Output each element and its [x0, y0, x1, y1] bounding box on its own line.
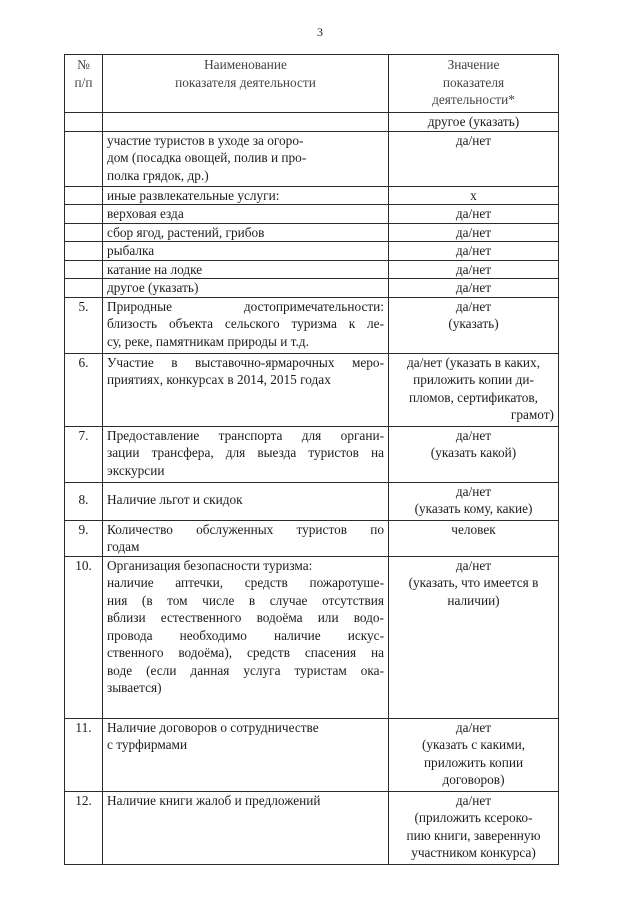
- row-name: Предоставление транспорта для органи- зации трансфера, для выезда туристов на экскурсии: [103, 426, 389, 482]
- header-value: Значение показателя деятельности*: [389, 55, 559, 113]
- row-value: да/нет: [389, 205, 559, 224]
- row-value: да/нет (указать какой): [389, 426, 559, 482]
- row-value: да/нет (указать кому, какие): [389, 482, 559, 520]
- row-name: рыбалка: [103, 242, 389, 261]
- row-name: Наличие договоров о сотрудничестве с турфирмами: [103, 718, 389, 791]
- row-name: участие туристов в уходе за огоро- дом (посадка овощей, полив и про- полка грядок, др.): [103, 131, 389, 186]
- row-value: да/нет: [389, 131, 559, 186]
- table-header-row: [65, 55, 559, 113]
- table-row: [65, 353, 559, 426]
- table-row: [65, 223, 559, 242]
- row-number: [65, 205, 103, 224]
- table-row: [65, 242, 559, 261]
- row-value: да/нет (приложить ксероко- пию книги, заверенную участником конкурса): [389, 791, 559, 864]
- row-name: верховая езда: [103, 205, 389, 224]
- row-name: Участие в выставочно-ярмарочных меро- приятиях, конкурсах в 2014, 2015 годах: [103, 353, 389, 426]
- table-row: [65, 205, 559, 224]
- row-value: х: [389, 186, 559, 205]
- row-name: Организация безопасности туризма: наличие аптечки, средств пожаротуше- ния (в том числе в случае отсутствия вблизи естественного водоёма или водо- провода необходимо наличие искус- ственного водоёма), средств спасения на воде (если данная услуга туристам ока- зывается): [103, 556, 389, 718]
- table-row: [65, 482, 559, 520]
- row-number: 8.: [65, 482, 103, 520]
- row-number: 10.: [65, 556, 103, 718]
- row-name: Количество обслуженных туристов по годам: [103, 520, 389, 556]
- row-number: 7.: [65, 426, 103, 482]
- row-number: 5.: [65, 297, 103, 353]
- row-number: 9.: [65, 520, 103, 556]
- row-value: человек: [389, 520, 559, 556]
- row-name: сбор ягод, растений, грибов: [103, 223, 389, 242]
- table-row: [65, 556, 559, 718]
- row-number: 11.: [65, 718, 103, 791]
- table-row: [65, 426, 559, 482]
- row-number: 6.: [65, 353, 103, 426]
- row-value: да/нет (указать с какими, приложить копии договоров): [389, 718, 559, 791]
- row-name: катание на лодке: [103, 260, 389, 279]
- table-row: [65, 718, 559, 791]
- row-number: [65, 260, 103, 279]
- row-name: иные развлекательные услуги:: [103, 186, 389, 205]
- row-number: [65, 113, 103, 132]
- indicators-table: [64, 54, 559, 865]
- table-row: [65, 131, 559, 186]
- row-number: [65, 186, 103, 205]
- table-row: [65, 297, 559, 353]
- row-value: да/нет: [389, 260, 559, 279]
- header-num: № п/п: [65, 55, 103, 113]
- table-row: [65, 791, 559, 864]
- header-name: Наименование показателя деятельности: [103, 55, 389, 113]
- row-value: да/нет (указать, что имеется в наличии): [389, 556, 559, 718]
- row-number: [65, 242, 103, 261]
- row-name: Природные достопримечательности: близость объекта сельского туризма к ле- су, реке, памятникам природы и т.д.: [103, 297, 389, 353]
- row-number: [65, 131, 103, 186]
- table-row: [65, 279, 559, 298]
- table-row: [65, 520, 559, 556]
- row-value: да/нет (указать): [389, 297, 559, 353]
- row-name: другое (указать): [103, 279, 389, 298]
- row-value: другое (указать): [389, 113, 559, 132]
- row-number: 12.: [65, 791, 103, 864]
- row-value: да/нет (указать в каких, приложить копии ди- пломов, сертификатов, грамот): [389, 353, 559, 426]
- row-value: да/нет: [389, 279, 559, 298]
- table-row: [65, 113, 559, 132]
- row-value: да/нет: [389, 223, 559, 242]
- table-row: [65, 260, 559, 279]
- page-number: 3: [317, 25, 323, 39]
- row-name: [103, 113, 389, 132]
- row-name: Наличие книги жалоб и предложений: [103, 791, 389, 864]
- row-value: да/нет: [389, 242, 559, 261]
- row-number: [65, 223, 103, 242]
- table-row: [65, 186, 559, 205]
- row-name: Наличие льгот и скидок: [103, 482, 389, 520]
- row-number: [65, 279, 103, 298]
